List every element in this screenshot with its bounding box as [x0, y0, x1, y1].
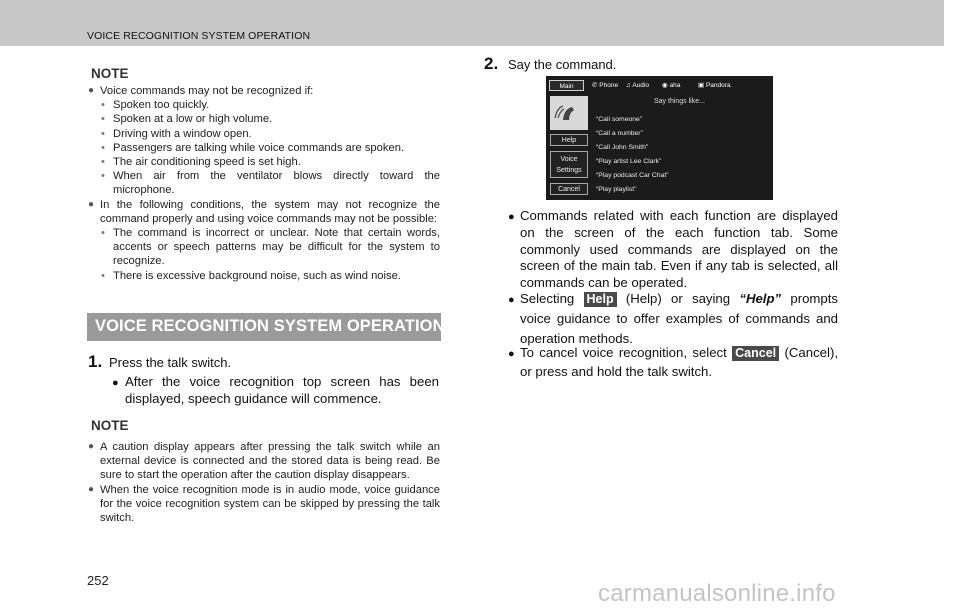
watermark: carmanualsonline.info — [598, 580, 836, 607]
tab-main: Main — [549, 80, 584, 91]
command-example: “Play playlist” — [596, 186, 637, 193]
step-1-bullet: After the voice recognition top screen has been displayed, speech guidance will commence. — [125, 374, 439, 406]
step-2-text: Say the command. — [508, 57, 617, 72]
page-header-band — [0, 0, 944, 46]
aha-icon: ◉ — [662, 82, 668, 89]
tab-audio: ♫ Audio — [626, 82, 649, 89]
section-title: VOICE RECOGNITION SYSTEM OPERATION — [95, 317, 445, 335]
say-things-title: Say things like... — [654, 98, 705, 105]
screen-voice-settings-button: Voice Settings — [550, 151, 588, 178]
right-bullet-1: Commands related with each function are displayed on the screen of the each function tab. Some commonly used commands are displayed on the screen of the main tab. Even if any tab is selected, all commands can be operated. — [520, 208, 838, 291]
command-example: “Play podcast Car Chat” — [596, 172, 669, 179]
command-example: “Play artist Lee Clark” — [596, 158, 662, 165]
note-item: ● In the following conditions, the system may not recognize the command properly and using voice commands may not be possible: — [88, 198, 440, 226]
screen-tab-bar — [546, 80, 773, 91]
note-subitem: • The command is incorrect or unclear. Note that certain words, accents or speech patterns may be difficult for the system to recognize. — [88, 226, 440, 269]
note-subitem: • Passengers are talking while voice commands are spoken. — [88, 141, 440, 155]
header-title: VOICE RECOGNITION SYSTEM OPERATION — [87, 30, 311, 42]
right-bullet-2: Selecting Help (Help) or saying “Help” prompts voice guidance to offer examples of commands and operation methods. — [520, 291, 838, 346]
note-2-list — [88, 440, 440, 525]
note-subitem: • Driving with a window open. — [88, 127, 440, 141]
bullet-dot: ● — [508, 211, 515, 223]
screen-help-button: Help — [550, 134, 588, 146]
tab-phone: ✆ Phone — [592, 82, 619, 89]
command-example: “Call a number” — [596, 130, 643, 137]
note-1-list — [88, 84, 440, 283]
note-label: NOTE — [91, 66, 129, 81]
note-subitem: • Spoken too quickly. — [88, 98, 440, 112]
right-bullet-3: To cancel voice recognition, select Cancel (Cancel), or press and hold the talk switch. — [520, 345, 838, 379]
note-subitem: • There is excessive background noise, such as wind noise. — [88, 269, 440, 283]
bullet-dot: ● — [508, 294, 515, 306]
cancel-button-icon: Cancel — [732, 346, 779, 361]
note-subitem: • The air conditioning speed is set high. — [88, 155, 440, 169]
pandora-icon: ▣ — [698, 82, 705, 89]
tab-aha: ◉ aha — [662, 82, 681, 89]
page-number: 252 — [87, 573, 109, 588]
note-subitem: • Spoken at a low or high volume. — [88, 112, 440, 126]
step-2-number: 2. — [484, 54, 499, 73]
note-label: NOTE — [91, 418, 129, 433]
bullet-dot: ● — [112, 377, 119, 389]
command-example: “Call someone” — [596, 116, 643, 123]
voice-mic-icon — [550, 96, 588, 130]
note-subitem: • When air from the ventilator blows directly toward the microphone. — [88, 169, 440, 197]
music-icon: ♫ — [626, 82, 631, 89]
voice-screen-image — [546, 76, 773, 200]
help-button-icon: Help — [584, 292, 617, 307]
bullet-dot: ● — [508, 348, 515, 360]
command-example: “Call John Smith” — [596, 144, 649, 151]
note-item: ● When the voice recognition mode is in audio mode, voice guidance for the voice recognition system can be skipped by pressing the talk switch. — [88, 483, 440, 526]
tab-pandora: ▣ Pandora — [698, 82, 731, 89]
step-1-text: Press the talk switch. — [109, 355, 232, 370]
note-item: ● A caution display appears after pressing the talk switch while an external device is connected and the stored data is being read. Be sure to start the operation after the caution display disappears. — [88, 440, 440, 483]
screen-cancel-button: Cancel — [550, 183, 588, 195]
note-item: ● Voice commands may not be recognized if: — [88, 84, 440, 98]
section-title-band — [87, 313, 445, 341]
step-1-number: 1. — [88, 352, 103, 371]
phone-icon: ✆ — [592, 82, 598, 89]
